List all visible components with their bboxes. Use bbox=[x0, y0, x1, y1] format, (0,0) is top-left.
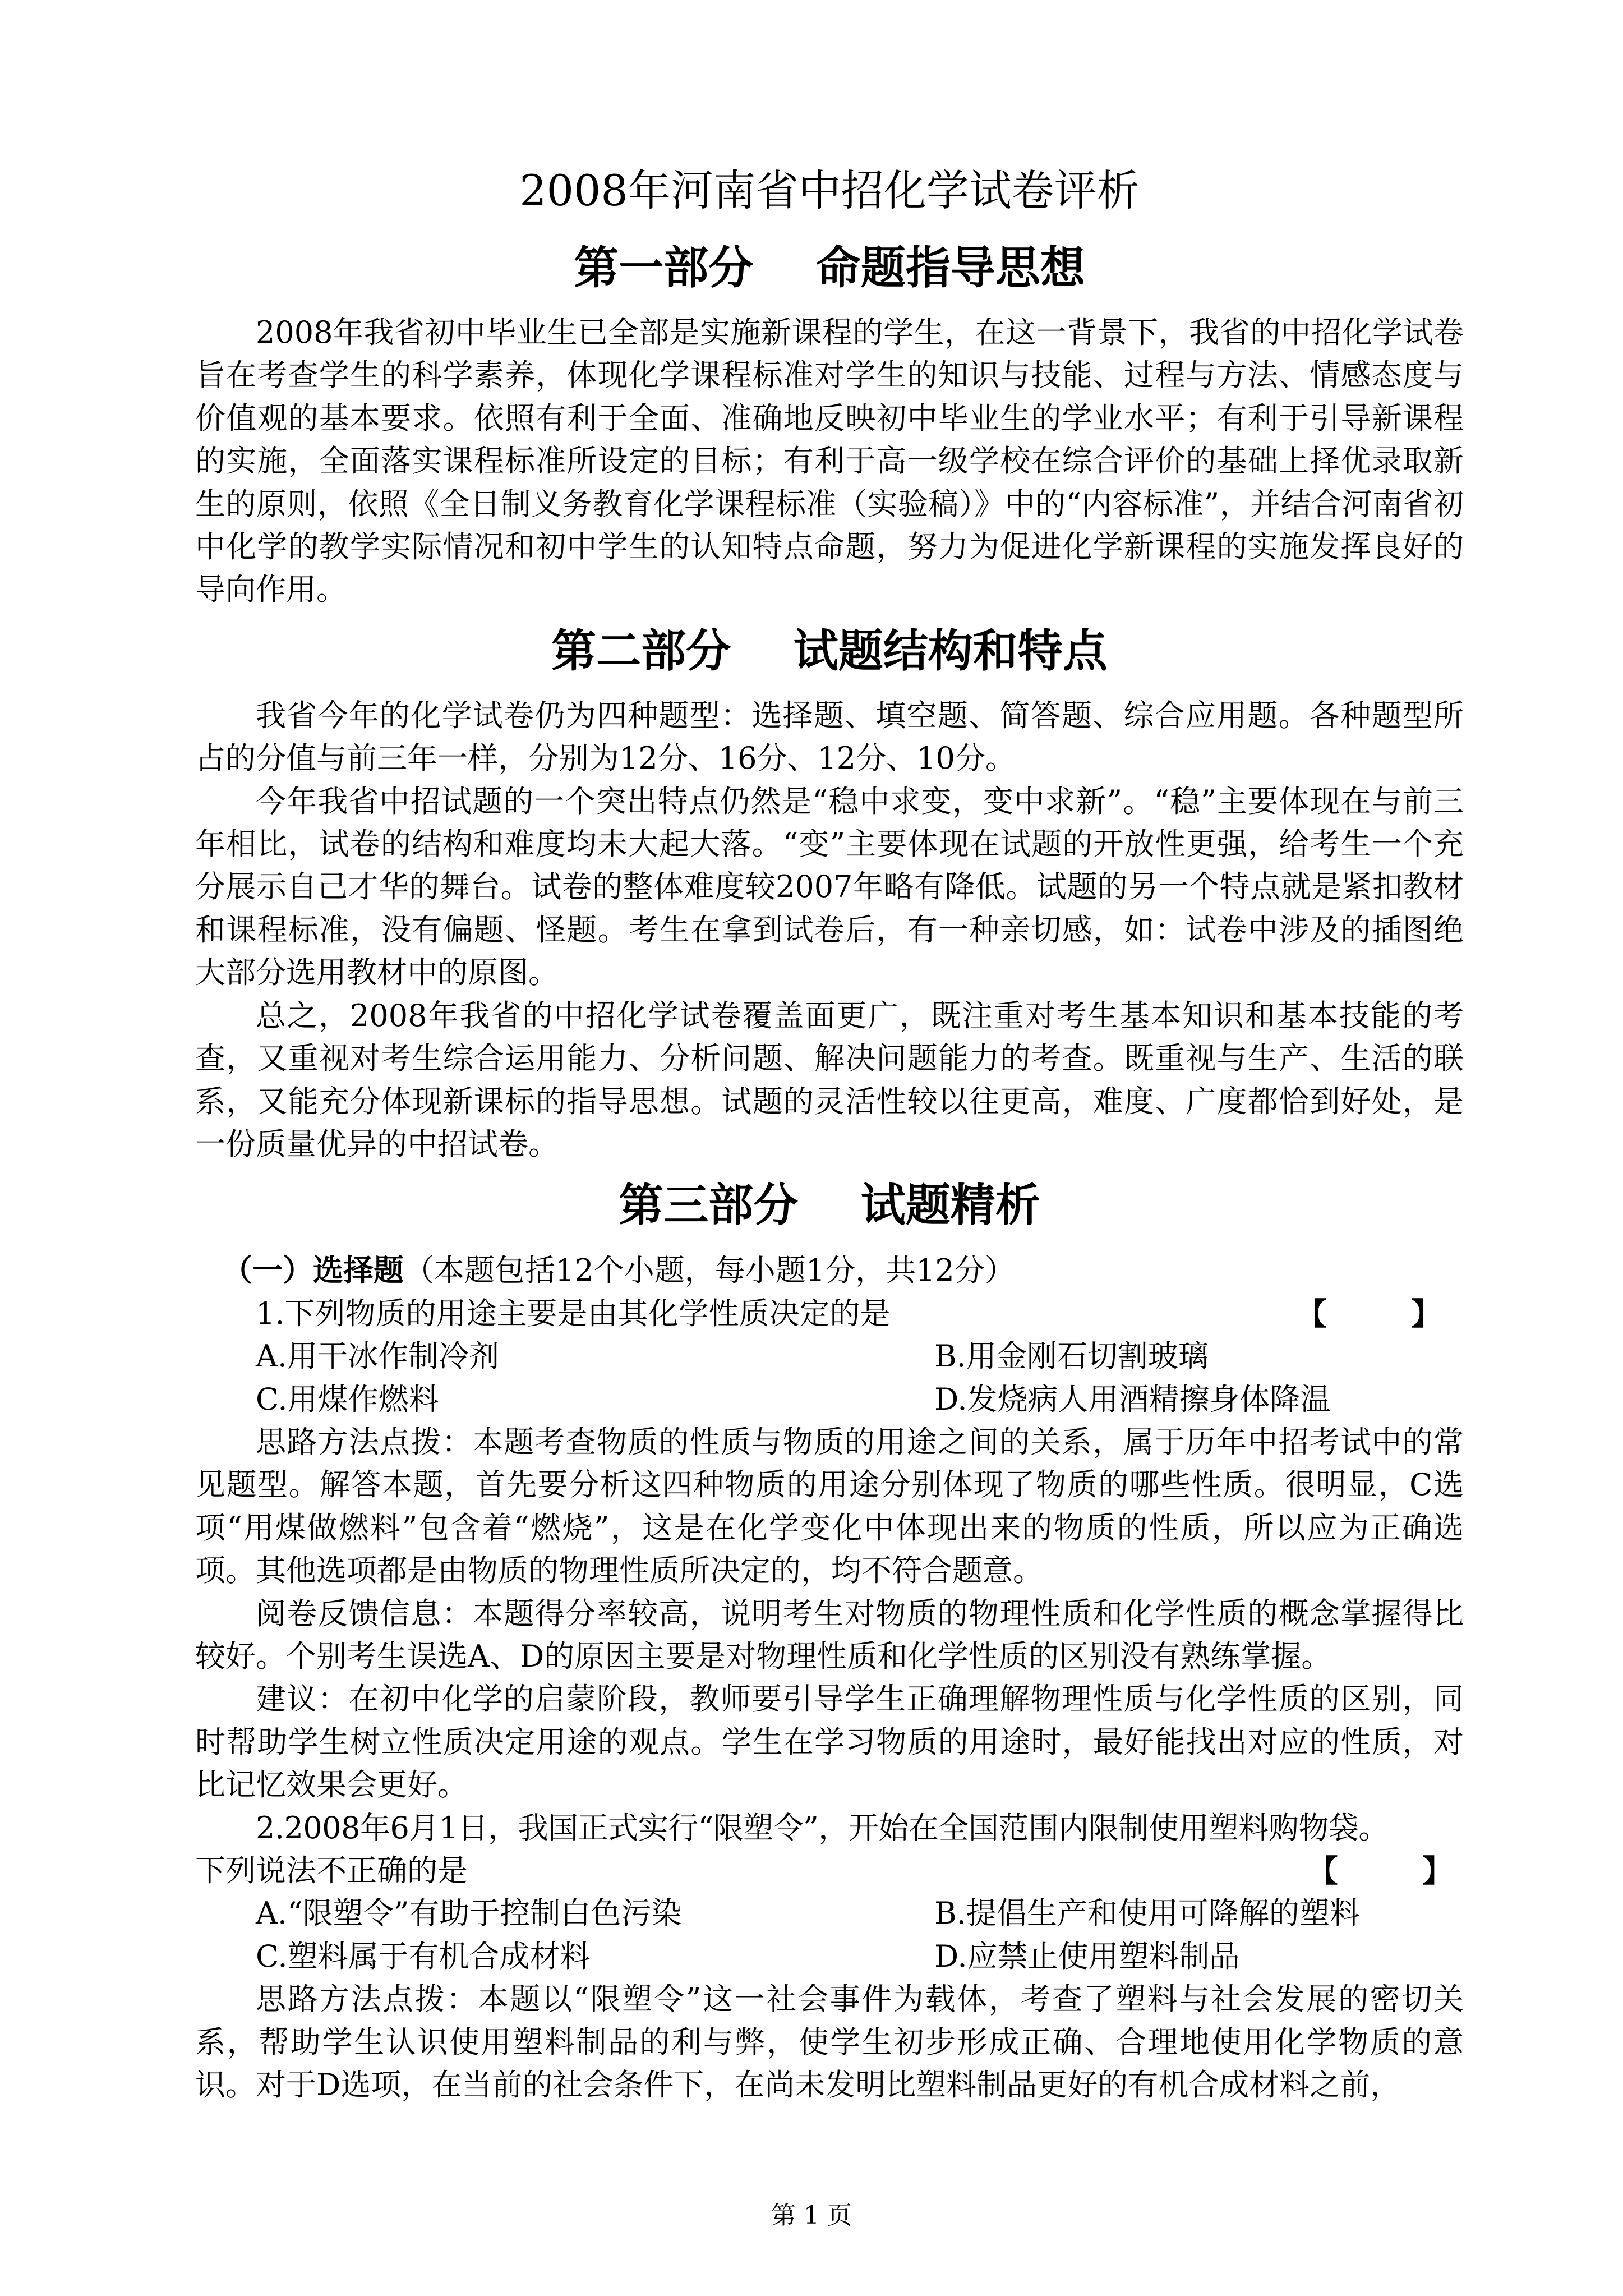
question-1-analysis: 思路方法点拨：本题考查物质的性质与物质的用途之间的关系，属于历年中招考试中的常见题型。解答本题，首先要分析这四种物质的用途分别体现了物质的哪些性质。很明显，C选项“用煤做燃料”包含着“燃烧”，这是在化学变化中体现出来的物质的性质，所以应为正确选项。其他选项都是由物质的物理性质所决定的，均不符合题意。 bbox=[195, 1424, 1464, 1589]
question-1-option-a: A.用干冰作制冷剂 bbox=[256, 1338, 500, 1374]
choice-section-heading bbox=[195, 1249, 1464, 1292]
question-1-feedback: 阅卷反馈信息：本题得分率较高，说明考生对物质的物理性质和化学性质的概念掌握得比较好。个别考生误选A、D的原因主要是对物理性质和化学性质的区别没有熟练掌握。 bbox=[195, 1595, 1464, 1674]
question-2-option-a: A.“限塑令”有助于控制白色污染 bbox=[256, 1895, 682, 1931]
page-number: 第 1 页 bbox=[771, 2201, 852, 2230]
choice-section-note: （本题包括12个小题，每小题1分，共12分） bbox=[404, 1253, 1015, 1289]
question-2-option-d: D.应禁止使用塑料制品 bbox=[934, 1938, 1240, 1974]
part3-heading: 第三部分 试题精析 bbox=[619, 1179, 1040, 1232]
question-1-option-b: B.用金刚石切割玻璃 bbox=[934, 1338, 1209, 1374]
part1-paragraph: 2008年我省初中毕业生已全部是实施新课程的学生，在这一背景下，我省的中招化学试卷旨在考查学生的科学素养，体现化学课程标准对学生的知识与技能、过程与方法、情感态度与价值观的基本要求。依照有利于全面、准确地反映初中毕业生的学业水平；有利于引导新课程的实施，全面落实课程标准所设定的目标；有利于高一级学校在综合评价的基础上择优录取新生的原则，依照《全日制义务教育化学课程标准（实验稿）》中的“内容标准”，并结合河南省初中化学的教学实际情况和初中学生的认知特点命题，努力为促进化学新课程的实施发挥良好的导向作用。 bbox=[195, 315, 1464, 608]
question-2-answer-bracket: 【 】 bbox=[1307, 1853, 1453, 1889]
question-2-stem-line-2 bbox=[195, 1849, 1464, 1892]
question-1-stem: 1.下列物质的用途主要是由其化学性质决定的是 bbox=[256, 1295, 891, 1331]
question-2-options bbox=[195, 1892, 1464, 1978]
question-1-stem-line bbox=[195, 1292, 1464, 1335]
part1-heading: 第一部分 命题指导思想 bbox=[574, 241, 1085, 294]
question-1-answer-bracket: 【 】 bbox=[1296, 1295, 1441, 1332]
question-2-option-c: C.塑料属于有机合成材料 bbox=[256, 1938, 591, 1974]
choice-section-label: （一）选择题 bbox=[222, 1252, 404, 1289]
document-content bbox=[195, 160, 1464, 2106]
question-1-options bbox=[195, 1335, 1464, 1421]
question-2-stem-line-1: 2.2008年6月1日，我国正式实行“限塑令”，开始在全国范围内限制使用塑料购物袋。 bbox=[256, 1810, 1389, 1846]
question-1-option-d: D.发烧病人用酒精擦身体降温 bbox=[934, 1381, 1331, 1417]
part2-paragraph-1: 我省今年的化学试卷仍为四种题型：选择题、填空题、简答题、综合应用题。各种题型所占的分值与前三年一样，分别为12分、16分、12分、10分。 bbox=[195, 697, 1464, 776]
question-2-option-b: B.提倡生产和使用可降解的塑料 bbox=[934, 1895, 1360, 1931]
question-2-analysis: 思路方法点拨：本题以“限塑令”这一社会事件为载体，考查了塑料与社会发展的密切关系，帮助学生认识使用塑料制品的利与弊，使学生初步形成正确、合理地使用化学物质的意识。对于D选项，在当前的社会条件下，在尚未发明比塑料制品更好的有机合成材料之前， bbox=[195, 1981, 1464, 2103]
question-1-option-c: C.用煤作燃料 bbox=[256, 1381, 439, 1417]
question-1-suggestion: 建议：在初中化学的启蒙阶段，教师要引导学生正确理解物理性质与化学性质的区别，同时帮助学生树立性质决定用途的观点。学生在学习物质的用途时，最好能找出对应的性质，对比记忆效果会更好。 bbox=[195, 1681, 1464, 1803]
part2-paragraph-2: 今年我省中招试题的一个突出特点仍然是“稳中求变，变中求新”。“稳”主要体现在与前三年相比，试卷的结构和难度均未大起大落。“变”主要体现在试题的开放性更强，给考生一个充分展示自己才华的舞台。试卷的整体难度较2007年略有降低。试题的另一个特点就是紧扣教材和课程标准，没有偏题、怪题。考生在拿到试卷后，有一种亲切感，如：试卷中涉及的插图绝大部分选用教材中的原图。 bbox=[195, 783, 1464, 991]
question-2-stem: 下列说法不正确的是 bbox=[195, 1853, 468, 1888]
document-title: 2008年河南省中招化学试卷评析 bbox=[519, 165, 1140, 215]
part2-paragraph-3: 总之，2008年我省的中招化学试卷覆盖面更广，既注重对考生基本知识和基本技能的考查，又重视对考生综合运用能力、分析问题、解决问题能力的考查。既重视与生产、生活的联系，又能充分体现新课标的指导思想。试题的灵活性较以往更高，难度、广度都恰到好处，是一份质量优异的中招试卷。 bbox=[195, 997, 1464, 1162]
part2-heading: 第二部分 试题结构和特点 bbox=[551, 624, 1108, 677]
